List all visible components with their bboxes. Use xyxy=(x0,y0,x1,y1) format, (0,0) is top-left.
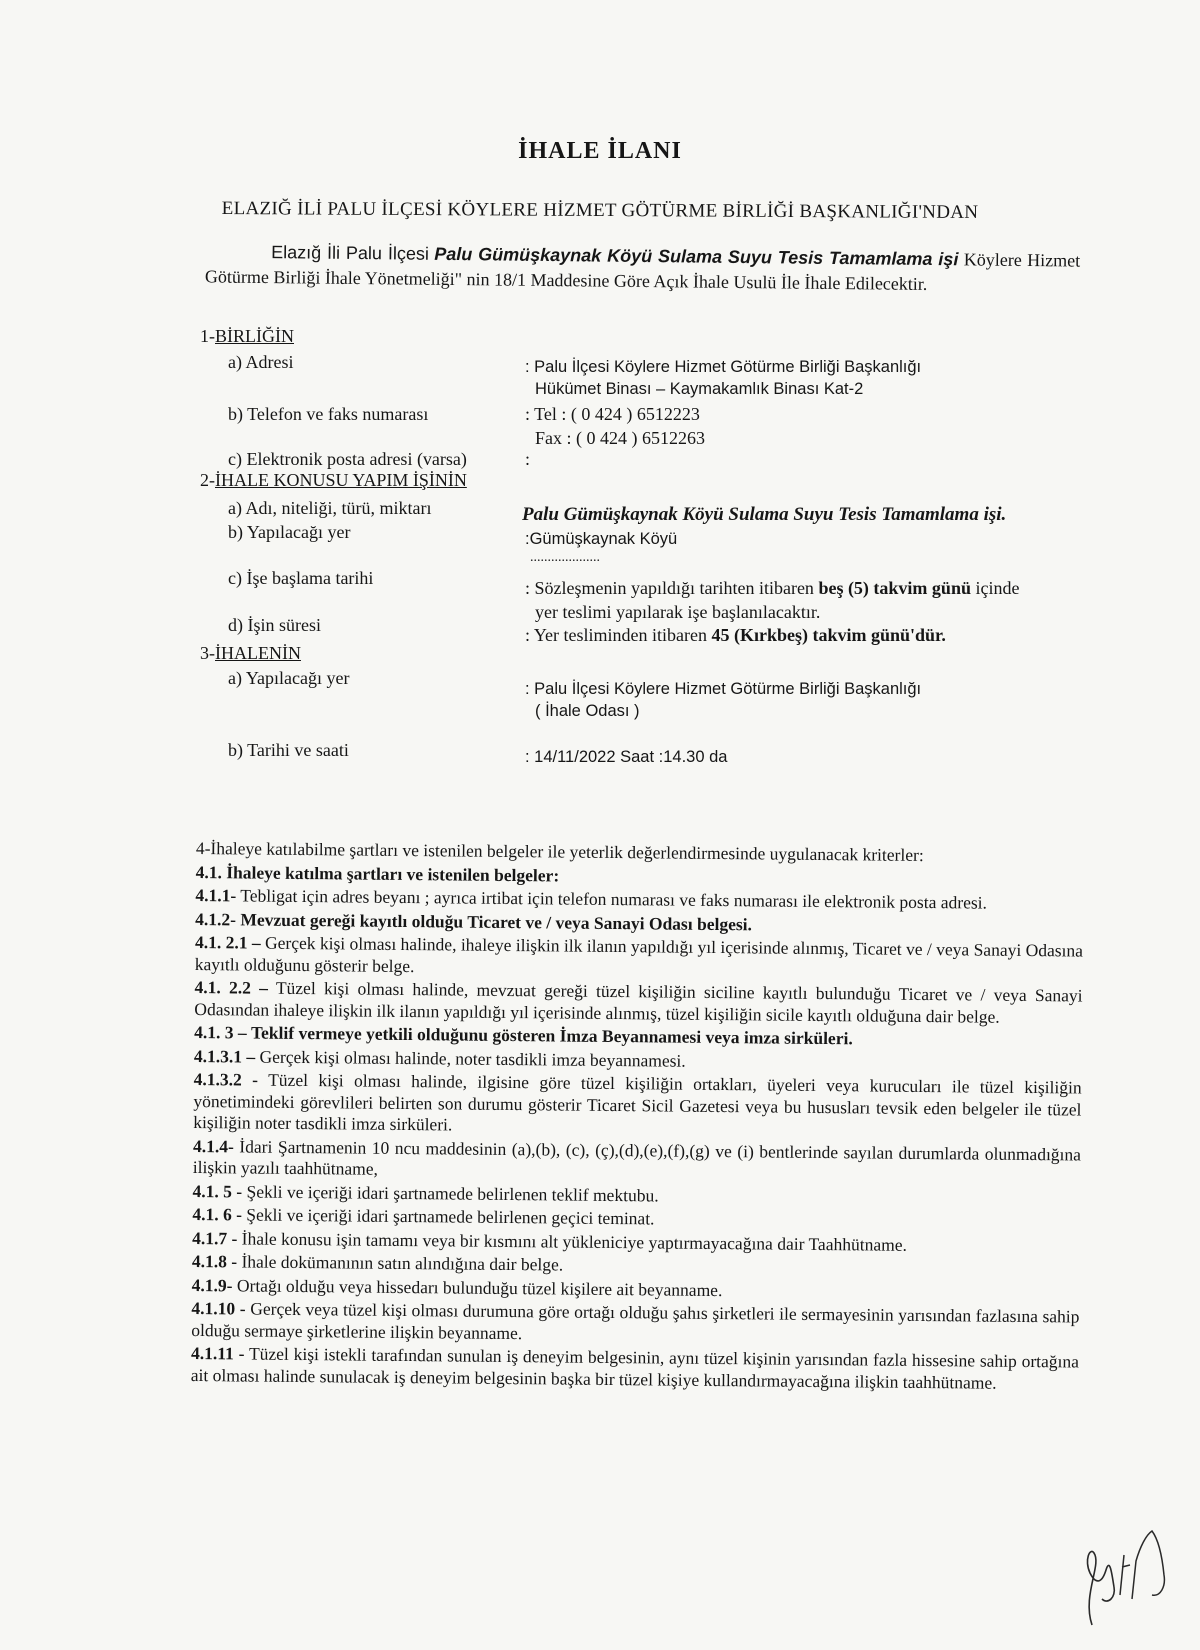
criteria-item-text: Şekli ve içeriği idari şartnamede belirlenen teklif mektubu. xyxy=(246,1181,659,1206)
criteria-item-number: 4.1.2- xyxy=(195,908,237,929)
criteria-item-bold-text: Teklif vermeye yetkili olduğunu gösteren İmza Beyannamesi veya imza sirküleri. xyxy=(250,1022,853,1049)
address-value-1: : Palu İlçesi Köylere Hizmet Götürme Birliği Başkanlığı xyxy=(525,358,922,376)
document-title: İHALE İLANI xyxy=(518,138,682,164)
duration-value: : Yer tesliminden itibaren 45 (Kırkbeş) takvim günü'dür. xyxy=(525,625,946,645)
criteria-item-number: 4.1.7 - xyxy=(192,1227,238,1249)
criteria-item-number: 4.1.10 - xyxy=(191,1298,246,1319)
criteria-item-number: 4.1.3.2 - xyxy=(193,1069,259,1090)
start-date-value-2: yer teslimi yapılarak işe başlanılacaktır. xyxy=(535,602,821,622)
criteria-item xyxy=(193,1136,1081,1188)
issuer-heading: ELAZIĞ İLİ PALU İLÇESİ KÖYLERE HİZMET GÖTÜRME BİRLİĞİ BAŞKANLIĞI'NDAN xyxy=(221,198,979,223)
work-place-value: :Gümüşkaynak Köyü xyxy=(525,530,678,548)
criteria-item-number: 4.1.1- xyxy=(195,885,237,906)
criteria-item-number: 4.1. 5 - xyxy=(192,1180,243,1202)
criteria-item xyxy=(191,1298,1079,1350)
criteria-item-number: 4.1. 3 – xyxy=(194,1022,247,1043)
criteria-item-bold-text: İhaleye katılma şartları ve istenilen belgeler: xyxy=(226,861,560,886)
criteria-item-number: 4.1.3.1 – xyxy=(193,1045,256,1067)
criteria-item-text: Şekli ve içeriği idari şartnamede belirlenen geçici teminat. xyxy=(246,1204,655,1229)
work-name-value: Palu Gümüşkaynak Köyü Sulama Suyu Tesis Tamamlama işi. xyxy=(522,504,1007,525)
section-3-heading: 3-İHALENİN xyxy=(200,643,301,663)
email-value: : xyxy=(525,449,531,469)
fax-value: Fax : ( 0 424 ) 6512263 xyxy=(535,428,705,448)
criteria-item-text: İhale dokümanının satın alındığına dair belge. xyxy=(241,1251,564,1275)
criteria-item-number: 4.1. 2.1 – xyxy=(194,932,261,953)
tender-place-label: a) Yapılacağı yer xyxy=(228,668,350,688)
criteria-item-number: 4.1.8 - xyxy=(191,1251,238,1272)
address-value-2: Hükümet Binası – Kaymakamlık Binası Kat-2 xyxy=(535,380,864,398)
criteria-item-text: Tebligat için adres beyanı ; ayrıca irtibat için telefon numarası ve faks numarası ile elektronik posta adresi. xyxy=(240,885,988,913)
work-place-label: b) Yapılacağı yer xyxy=(228,522,351,542)
tender-place-value-1: : Palu İlçesi Köylere Hizmet Götürme Birliği Başkanlığı xyxy=(525,680,922,698)
tender-date-value: : 14/11/2022 Saat :14.30 da xyxy=(525,748,728,766)
intro-suffix: Köylere Hizmet Götürme Birliği İhale Yönetmeliği" nin 18/1 Maddesine Göre Açık İhale Usulü İle İhale Edilecektir. xyxy=(204,249,1081,294)
criteria-item-text: Tüzel kişi olması halinde, mevzuat gereği tüzel kişiliğin siciline kayıtlı bulunduğu Ticaret ve / veya Sanayi Odasından ihaleye ilişkin ilk ilanın yapıldığı yıl içerisinde alınmış, tüzel kişiliğin sicile kayıtlı olduğuna dair belge. xyxy=(194,977,1083,1027)
criteria-item-number: 4.1.9- xyxy=(191,1274,233,1296)
criteria-section xyxy=(191,838,1084,1397)
tender-date-label: b) Tarihi ve saati xyxy=(228,740,349,760)
criteria-item-text: Gerçek kişi olması halinde, noter tasdikli imza beyannamesi. xyxy=(259,1046,686,1071)
criteria-heading: 4-İhaleye katılabilme şartları ve istenilen belgeler ile yeterlik değerlendirmesinde uygulanacak kriterler: xyxy=(195,838,924,865)
criteria-item-number: 4.1.4- xyxy=(192,1135,234,1157)
criteria-item-text: İhale konusu işin tamamı veya bir kısmını alt yükleniciye yaptırmayacağına dair Taahhütname. xyxy=(241,1228,908,1255)
criteria-item-text: Tüzel kişi olması halinde, ilgisine göre tüzel kişiliğin ortakları, üyeleri veya kurucuları ile tüzel kişiliğin yönetimindeki görevlileri belirten son durumu gösterir Ticaret Sicil Gazetesi veya bu hususları tevsik eden belgeler ile tüzel kişiliğin noter tasdikli imza sirküleri. xyxy=(193,1069,1082,1135)
section-1-heading: 1-BİRLİĞİN xyxy=(200,326,294,346)
criteria-item xyxy=(195,932,1083,984)
start-date-label: c) İşe başlama tarihi xyxy=(228,568,374,588)
section-2-heading: 2-İHALE KONUSU YAPIM İŞİNİN xyxy=(200,470,467,490)
criteria-item-text: Tüzel kişi istekli tarafından sunulan iş deneyim belgesinin, aynı tüzel kişinin yarısından fazla hissesine sahip ortağına ait olması halinde sunulacak iş deneyim belgesinin başka bir tüzel kişiye kullandırmayacağına ilişkin taahhütname. xyxy=(190,1343,1080,1393)
criteria-item-number: 4.1. xyxy=(195,861,223,882)
start-date-value: : Sözleşmenin yapıldığı tarihten itibaren beş (5) takvim günü içinde xyxy=(525,578,1020,598)
criteria-item-number: 4.1.11 - xyxy=(190,1343,245,1364)
criteria-item-bold-text: Mevzuat gereği kayıtlı olduğu Ticaret ve / veya Sanayi Odası belgesi. xyxy=(240,908,753,934)
criteria-item xyxy=(191,1343,1079,1395)
intro-project-name: Palu Gümüşkaynak Köyü Sulama Suyu Tesis Tamamlama işi xyxy=(434,243,959,270)
intro-prefix: Elazığ İli Palu İlçesi xyxy=(271,242,430,264)
signature-mark xyxy=(1072,1525,1182,1635)
duration-label: d) İşin süresi xyxy=(228,615,321,635)
criteria-list xyxy=(191,862,1084,1395)
criteria-item-text: Gerçek kişi olması halinde, ihaleye ilişkin ilk ilanın yapıldığı yıl içerisinde alınmış, Ticaret ve / veya Sanayi Odasına kayıtlı olduğunu gösterir belge. xyxy=(194,932,1084,976)
criteria-item-number: 4.1. 6 - xyxy=(192,1204,243,1225)
criteria-item-text: İdari Şartnamenin 10 ncu maddesinin (a),(b), (c), (ç),(d),(e),(f),(g) ve (i) bentlerinde sayılan durumlarda olunmadığına ilişkin yazılı taahhütname, xyxy=(192,1136,1082,1179)
email-label: c) Elektronik posta adresi (varsa) xyxy=(228,449,467,469)
tender-place-value-2: ( İhale Odası ) xyxy=(535,702,640,720)
intro-paragraph xyxy=(205,239,1080,298)
criteria-item xyxy=(194,977,1082,1029)
work-name-label: a) Adı, niteliği, türü, miktarı xyxy=(228,498,432,518)
criteria-item xyxy=(193,1069,1082,1142)
criteria-item-text: Gerçek veya tüzel kişi olması durumuna göre ortağı olduğu şahıs şirketleri ile sermayesinin yarısından fazlasına sahip olduğu sermaye şirketlerine ilişkin beyanname. xyxy=(191,1298,1080,1343)
phone-value: : Tel : ( 0 424 ) 6512223 xyxy=(525,404,700,424)
criteria-item-number: 4.1. 2.2 – xyxy=(194,977,269,998)
address-label: a) Adresi xyxy=(228,352,294,372)
phone-label: b) Telefon ve faks numarası xyxy=(228,404,429,424)
criteria-item-text: Ortağı olduğu veya hissedarı bulunduğu tüzel kişilere ait beyanname. xyxy=(236,1275,723,1300)
dotted-line: .................... xyxy=(530,550,600,565)
